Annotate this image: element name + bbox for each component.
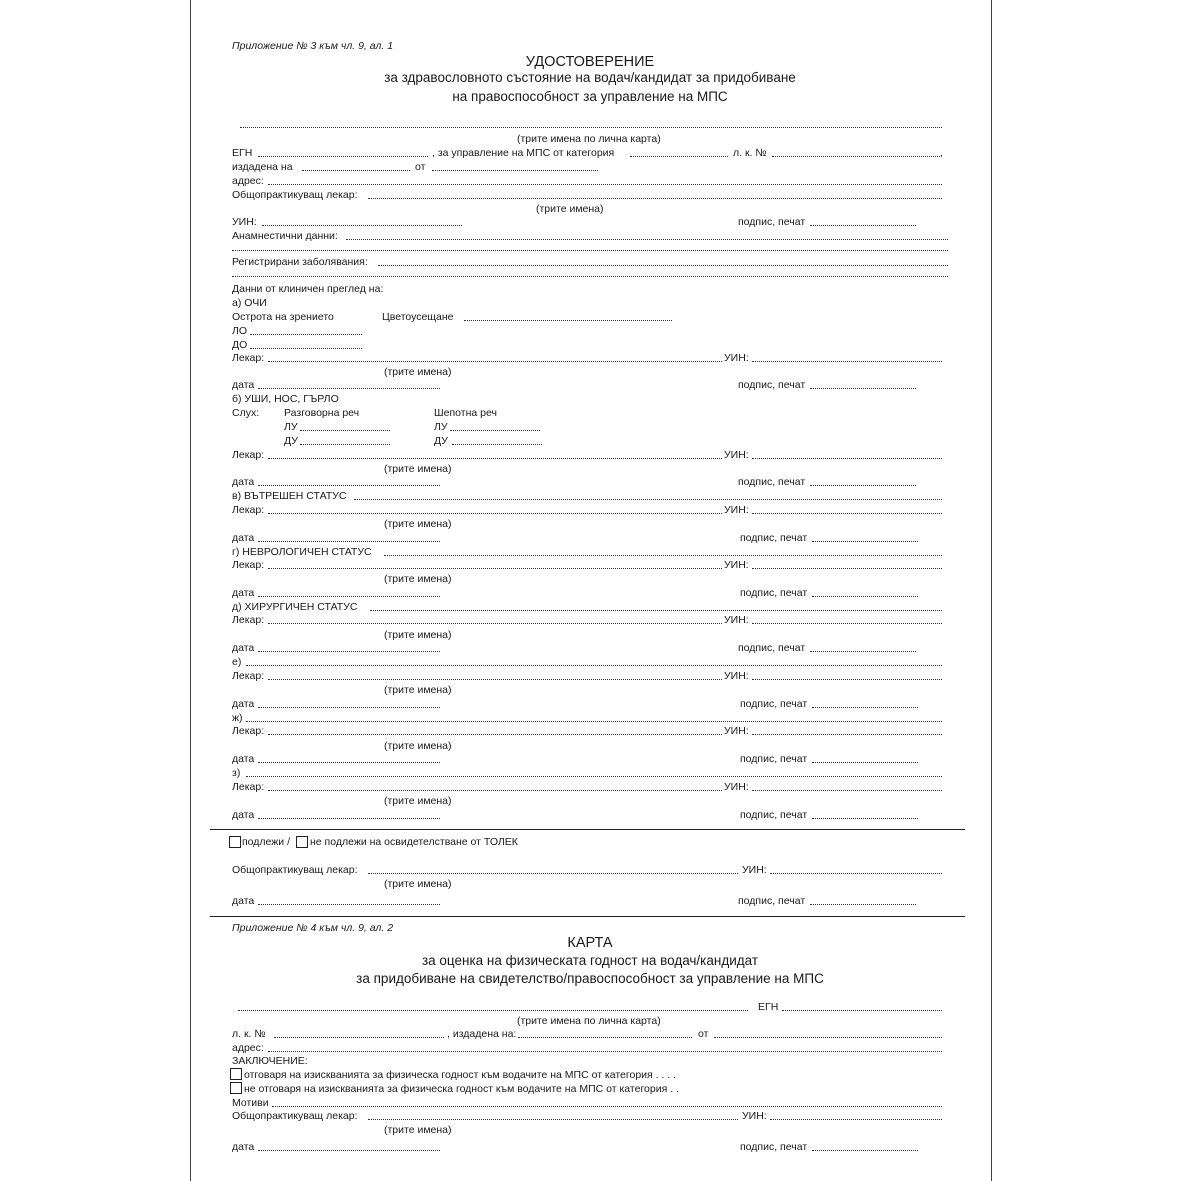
egn-field[interactable] bbox=[258, 156, 428, 157]
card-gp-names-caption: (трите имена) bbox=[384, 1124, 452, 1136]
z-uin-field[interactable] bbox=[752, 790, 942, 791]
comma-mark: , bbox=[940, 147, 943, 159]
card-uin-field[interactable] bbox=[770, 1119, 942, 1120]
eyes-sign-label: подпис, печат bbox=[738, 379, 806, 391]
ent-names-caption: (трите имена) bbox=[384, 463, 452, 475]
left-eye-field[interactable] bbox=[250, 334, 362, 335]
ent-heading: б) УШИ, НОС, ГЪРЛО bbox=[232, 393, 339, 405]
section-e-field[interactable] bbox=[246, 665, 942, 666]
neuro-uin-field[interactable] bbox=[752, 568, 942, 569]
gp-names-caption: (трите имена) bbox=[536, 203, 604, 215]
card-issued-field[interactable] bbox=[518, 1037, 692, 1038]
zh-uin-field[interactable] bbox=[752, 734, 942, 735]
category-label: , за управление на МПС от категория bbox=[432, 147, 615, 159]
card-egn-field[interactable] bbox=[782, 1010, 942, 1011]
e-doctor-label: Лекар: bbox=[232, 670, 265, 682]
certificate-subtitle-2: на правоспособност за управление на МПС bbox=[452, 89, 728, 104]
final-gp-uin-field[interactable] bbox=[770, 873, 942, 874]
not-fits-checkbox[interactable] bbox=[230, 1082, 242, 1094]
ent-doctor-label: Лекар: bbox=[232, 449, 265, 461]
card-egn-label: ЕГН bbox=[758, 1001, 779, 1013]
whisper-speech-label: Шепотна реч bbox=[434, 407, 497, 419]
final-sign-label: подпис, печат bbox=[738, 895, 806, 907]
card-gp-label: Общопрактикуващ лекар: bbox=[232, 1110, 358, 1122]
clinical-label: Данни от клиничен преглед на: bbox=[232, 283, 384, 295]
eyes-heading: а) ОЧИ bbox=[232, 297, 267, 309]
card-subtitle-1: за оценка на физическата годност на водач/кандидат bbox=[421, 953, 759, 968]
whisper-right-ear-label: ДУ bbox=[434, 435, 448, 447]
fits-label: отговаря на изискванията за физическа годност към водачите на МПС от категория . . . . bbox=[244, 1069, 677, 1081]
category-field[interactable] bbox=[630, 156, 728, 157]
whisper-right-ear-field[interactable] bbox=[452, 444, 542, 445]
spoken-left-ear-label: ЛУ bbox=[284, 421, 298, 433]
visual-acuity-label: Острота на зрението bbox=[232, 311, 334, 323]
card-from-field[interactable] bbox=[714, 1037, 942, 1038]
not-fits-label: не отговаря на изискванията за физическа годност към водачите на МПС от категория . . bbox=[244, 1083, 679, 1095]
not-subject-label: не подлежи на освидетелстване от ТОЛЕК bbox=[310, 836, 518, 848]
neuro-doctor-label: Лекар: bbox=[232, 559, 265, 571]
anamnesis-field-2[interactable] bbox=[232, 250, 948, 251]
e-date-label: дата bbox=[232, 698, 255, 710]
surgical-heading: д) ХИРУРГИЧЕН СТАТУС bbox=[232, 601, 358, 613]
whisper-left-ear-field[interactable] bbox=[450, 430, 540, 431]
fits-checkbox[interactable] bbox=[230, 1068, 242, 1080]
section-divider-1 bbox=[210, 829, 965, 830]
card-title: КАРТА bbox=[567, 935, 613, 951]
internal-sign-field[interactable] bbox=[812, 541, 918, 542]
annex-3-label: Приложение № 3 към чл. 9, ал. 1 bbox=[232, 40, 394, 52]
document-sheet bbox=[190, 0, 992, 1181]
surgical-doctor-field[interactable] bbox=[268, 623, 722, 624]
internal-field[interactable] bbox=[354, 499, 942, 500]
neuro-heading: г) НЕВРОЛОГИЧЕН СТАТУС bbox=[232, 546, 372, 558]
id-card-field[interactable] bbox=[772, 156, 940, 157]
z-uin-label: УИН: bbox=[724, 781, 749, 793]
zh-date-label: дата bbox=[232, 753, 255, 765]
card-address-field[interactable] bbox=[268, 1051, 942, 1052]
card-uin-label: УИН: bbox=[742, 1110, 767, 1122]
e-sign-field[interactable] bbox=[812, 707, 918, 708]
final-sign-field[interactable] bbox=[810, 904, 916, 905]
final-date-field[interactable] bbox=[258, 904, 440, 905]
right-eye-label: ДО bbox=[232, 339, 248, 351]
internal-sign-label: подпис, печат bbox=[740, 532, 808, 544]
from-label: от bbox=[415, 161, 426, 173]
final-gp-uin-label: УИН: bbox=[742, 864, 767, 876]
neuro-field[interactable] bbox=[384, 555, 942, 556]
section-divider-2 bbox=[210, 916, 965, 917]
eyes-doctor-label: Лекар: bbox=[232, 352, 265, 364]
card-date-field[interactable] bbox=[258, 1150, 440, 1151]
motives-label: Мотиви bbox=[232, 1097, 269, 1109]
spoken-speech-label: Разговорна реч bbox=[284, 407, 360, 419]
issued-label: издадена на bbox=[232, 161, 293, 173]
spoken-right-ear-label: ДУ bbox=[284, 435, 298, 447]
address-label: адрес: bbox=[232, 175, 264, 187]
final-gp-field[interactable] bbox=[368, 873, 738, 874]
annex-4-label: Приложение № 4 към чл. 9, ал. 2 bbox=[232, 922, 394, 934]
not-subject-checkbox[interactable] bbox=[296, 836, 308, 848]
internal-doctor-field[interactable] bbox=[268, 513, 722, 514]
certificate-subtitle-1: за здравословното състояние на водач/кандидат за придобиване bbox=[384, 70, 796, 85]
internal-doctor-label: Лекар: bbox=[232, 504, 265, 516]
card-issued-label: , издадена на: bbox=[447, 1028, 517, 1040]
neuro-doctor-field[interactable] bbox=[268, 568, 722, 569]
eyes-date-label: дата bbox=[232, 379, 255, 391]
e-uin-field[interactable] bbox=[752, 679, 942, 680]
gp-uin-field[interactable] bbox=[262, 225, 462, 226]
neuro-date-label: дата bbox=[232, 587, 255, 599]
final-gp-label: Общопрактикуващ лекар: bbox=[232, 864, 358, 876]
anamnesis-label: Анамнестични данни: bbox=[232, 230, 338, 242]
gp-sign-field[interactable] bbox=[810, 225, 916, 226]
issued-by-field[interactable] bbox=[432, 170, 598, 171]
neuro-sign-field[interactable] bbox=[812, 596, 918, 597]
ent-uin-field[interactable] bbox=[752, 458, 942, 459]
address-field[interactable] bbox=[268, 184, 942, 185]
z-date-label: дата bbox=[232, 809, 255, 821]
full-name-field[interactable] bbox=[240, 127, 942, 128]
gp-uin-label: УИН: bbox=[232, 216, 257, 228]
final-gp-names-caption: (трите имена) bbox=[384, 878, 452, 890]
eyes-uin-label: УИН: bbox=[724, 352, 749, 364]
ent-date-label: дата bbox=[232, 476, 255, 488]
surgical-names-caption: (трите имена) bbox=[384, 629, 452, 641]
section-zh-field[interactable] bbox=[246, 721, 942, 722]
eyes-names-caption: (трите имена) bbox=[384, 366, 452, 378]
internal-date-label: дата bbox=[232, 532, 255, 544]
motives-field[interactable] bbox=[272, 1106, 942, 1107]
neuro-names-caption: (трите имена) bbox=[384, 573, 452, 585]
zh-uin-label: УИН: bbox=[724, 725, 749, 737]
card-address-label: адрес: bbox=[232, 1042, 264, 1054]
spoken-right-ear-field[interactable] bbox=[300, 444, 390, 445]
neuro-date-field[interactable] bbox=[258, 596, 440, 597]
surgical-field[interactable] bbox=[370, 610, 942, 611]
issued-date-field[interactable] bbox=[302, 170, 410, 171]
neuro-uin-label: УИН: bbox=[724, 559, 749, 571]
internal-names-caption: (трите имена) bbox=[384, 518, 452, 530]
internal-uin-label: УИН: bbox=[724, 504, 749, 516]
left-eye-label: ЛО bbox=[232, 325, 248, 337]
diseases-field[interactable] bbox=[378, 265, 948, 266]
final-date-label: дата bbox=[232, 895, 255, 907]
diseases-field-2[interactable] bbox=[232, 276, 948, 277]
z-doctor-label: Лекар: bbox=[232, 781, 265, 793]
section-e-label: е) bbox=[232, 656, 242, 668]
eyes-doctor-field[interactable] bbox=[268, 361, 722, 362]
conclusion-label: ЗАКЛЮЧЕНИЕ: bbox=[232, 1055, 308, 1067]
eyes-sign-field[interactable] bbox=[810, 388, 916, 389]
ent-uin-label: УИН: bbox=[724, 449, 749, 461]
zh-sign-field[interactable] bbox=[812, 762, 918, 763]
egn-label: ЕГН bbox=[232, 147, 253, 159]
section-z-label: з) bbox=[232, 767, 241, 779]
gp-label: Общопрактикуващ лекар: bbox=[232, 189, 358, 201]
subject-label: подлежи / bbox=[242, 836, 290, 848]
zh-names-caption: (трите имена) bbox=[384, 740, 452, 752]
id-card-label: л. к. № bbox=[733, 147, 767, 159]
whisper-left-ear-label: ЛУ bbox=[434, 421, 448, 433]
ent-date-field[interactable] bbox=[258, 485, 440, 486]
card-names-caption: (трите имена по лична карта) bbox=[517, 1015, 661, 1027]
e-doctor-field[interactable] bbox=[268, 679, 722, 680]
ent-doctor-field[interactable] bbox=[268, 458, 722, 459]
zh-doctor-label: Лекар: bbox=[232, 725, 265, 737]
card-subtitle-2: за придобиване на свидетелство/правоспособност за управление на МПС bbox=[356, 971, 824, 986]
neuro-sign-label: подпис, печат bbox=[740, 587, 808, 599]
internal-date-field[interactable] bbox=[258, 541, 440, 542]
e-date-field[interactable] bbox=[258, 707, 440, 708]
zh-doctor-field[interactable] bbox=[268, 734, 722, 735]
full-name-caption: (трите имена по лична карта) bbox=[517, 133, 661, 145]
ent-sign-label: подпис, печат bbox=[738, 476, 806, 488]
gp-sign-label: подпис, печат bbox=[738, 216, 806, 228]
ent-sign-field[interactable] bbox=[810, 485, 916, 486]
card-sign-label: подпис, печат bbox=[740, 1141, 808, 1153]
surgical-date-field[interactable] bbox=[258, 651, 440, 652]
diseases-label: Регистрирани заболявания: bbox=[232, 256, 368, 268]
e-names-caption: (трите имена) bbox=[384, 684, 452, 696]
right-eye-field[interactable] bbox=[250, 348, 362, 349]
z-names-caption: (трите имена) bbox=[384, 795, 452, 807]
e-uin-label: УИН: bbox=[724, 670, 749, 682]
surgical-sign-label: подпис, печат bbox=[738, 642, 806, 654]
zh-sign-label: подпис, печат bbox=[740, 753, 808, 765]
z-sign-field[interactable] bbox=[812, 818, 918, 819]
z-sign-label: подпис, печат bbox=[740, 809, 808, 821]
card-gp-field[interactable] bbox=[368, 1119, 738, 1120]
section-zh-label: ж) bbox=[232, 712, 243, 724]
color-vision-field[interactable] bbox=[464, 320, 672, 321]
card-sign-field[interactable] bbox=[812, 1150, 918, 1151]
surgical-sign-field[interactable] bbox=[810, 651, 916, 652]
internal-heading: в) ВЪТРЕШЕН СТАТУС bbox=[232, 490, 347, 502]
subject-checkbox[interactable] bbox=[229, 836, 241, 848]
card-id-field[interactable] bbox=[274, 1037, 444, 1038]
section-z-field[interactable] bbox=[246, 776, 942, 777]
card-date-label: дата bbox=[232, 1141, 255, 1153]
zh-date-field[interactable] bbox=[258, 762, 440, 763]
z-date-field[interactable] bbox=[258, 818, 440, 819]
spoken-left-ear-field[interactable] bbox=[300, 430, 390, 431]
e-sign-label: подпис, печат bbox=[740, 698, 808, 710]
gp-field[interactable] bbox=[368, 198, 942, 199]
surgical-uin-label: УИН: bbox=[724, 614, 749, 626]
internal-uin-field[interactable] bbox=[752, 513, 942, 514]
z-doctor-field[interactable] bbox=[268, 790, 722, 791]
hearing-label: Слух: bbox=[232, 407, 260, 419]
eyes-date-field[interactable] bbox=[258, 388, 440, 389]
eyes-uin-field[interactable] bbox=[752, 361, 942, 362]
card-name-field[interactable] bbox=[238, 1010, 748, 1011]
surgical-doctor-label: Лекар: bbox=[232, 614, 265, 626]
certificate-title: УДОСТОВЕРЕНИЕ bbox=[525, 54, 655, 70]
card-id-label: л. к. № bbox=[232, 1028, 266, 1040]
anamnesis-field[interactable] bbox=[346, 239, 948, 240]
surgical-date-label: дата bbox=[232, 642, 255, 654]
color-vision-label: Цветоусещане bbox=[382, 311, 454, 323]
card-from-label: от bbox=[698, 1028, 709, 1040]
surgical-uin-field[interactable] bbox=[752, 623, 942, 624]
